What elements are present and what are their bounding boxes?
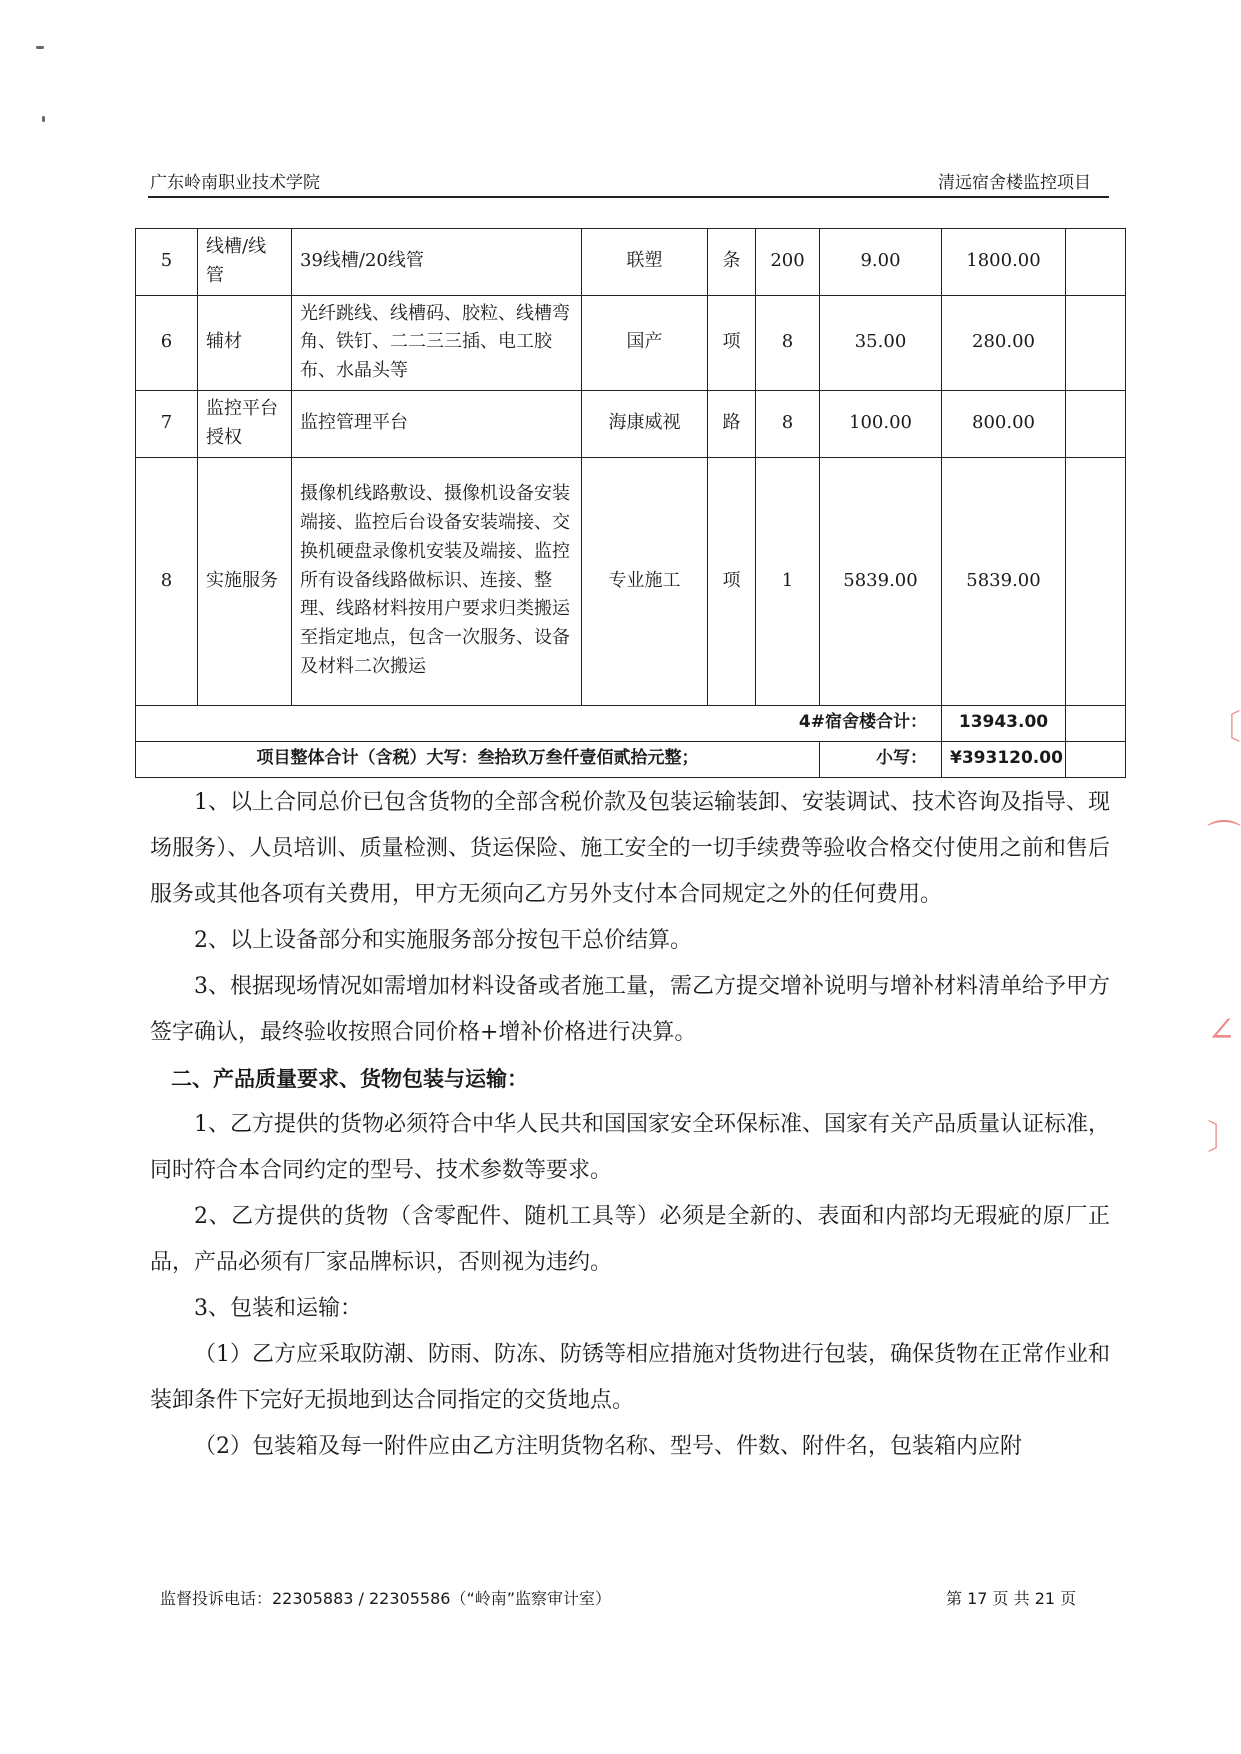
seal-fragment: 〔 xyxy=(1207,708,1241,748)
row-price: 9.00 xyxy=(820,229,942,296)
row-brand: 联塑 xyxy=(582,229,708,296)
row-unit: 路 xyxy=(708,390,756,457)
row-remark xyxy=(1066,390,1126,457)
row-price: 100.00 xyxy=(820,390,942,457)
clause-2-1: 1、乙方提供的货物必须符合中华人民共和国国家安全环保标准、国家有关产品质量认证标准，同时符合本合同约定的型号、技术参数等要求。 xyxy=(150,1112,1111,1183)
row-name: 线槽/线管 xyxy=(198,229,292,296)
row-no: 5 xyxy=(136,229,198,296)
subtotal-remark xyxy=(1066,705,1126,741)
footer-complaint-phone: 监督投诉电话：22305883 / 22305586（“岭南”监察审计室） xyxy=(160,1589,612,1608)
grand-total-label: 项目整体合计（含税）大写：叁拾玖万叁仟壹佰贰拾元整； xyxy=(136,741,820,777)
row-unit: 条 xyxy=(708,229,756,296)
row-desc: 光纤跳线、线槽码、胶粒、线槽弯角、铁钉、二二三三插、电工胶布、水晶头等 xyxy=(292,295,582,390)
row-desc: 监控管理平台 xyxy=(292,390,582,457)
row-name: 实施服务 xyxy=(198,457,292,705)
row-total: 1800.00 xyxy=(942,229,1066,296)
contract-body xyxy=(150,780,1110,1470)
grand-total-row xyxy=(136,741,1126,777)
row-total: 5839.00 xyxy=(942,457,1066,705)
row-unit: 项 xyxy=(708,457,756,705)
row-total: 800.00 xyxy=(942,390,1066,457)
seal-fragment: 〕 xyxy=(1207,1118,1241,1158)
row-name: 监控平台授权 xyxy=(198,390,292,457)
small-total-value: ¥393120.00 xyxy=(942,741,1066,777)
clause-1-3: 3、根据现场情况如需增加材料设备或者施工量，需乙方提交增补说明与增补材料清单给予甲方签字确认，最终验收按照合同价格+增补价格进行决算。 xyxy=(150,974,1111,1045)
row-desc: 39线槽/20线管 xyxy=(292,229,582,296)
row-no: 8 xyxy=(136,457,198,705)
clause-2-3-1: （1）乙方应采取防潮、防雨、防冻、防锈等相应措施对货物进行包装，确保货物在正常作业和装卸条件下完好无损地到达合同指定的交货地点。 xyxy=(150,1342,1111,1413)
small-total-label: 小写： xyxy=(820,741,942,777)
row-no: 7 xyxy=(136,390,198,457)
table-row xyxy=(136,295,1126,390)
row-brand: 海康威视 xyxy=(582,390,708,457)
footer-page-number: 第 17 页 共 21 页 xyxy=(946,1589,1077,1608)
row-total: 280.00 xyxy=(942,295,1066,390)
row-qty: 8 xyxy=(756,390,820,457)
clause-2-3-2: （2）包装箱及每一附件应由乙方注明货物名称、型号、件数、附件名，包装箱内应附 xyxy=(194,1434,1022,1459)
subtotal-value: 13943.00 xyxy=(942,705,1066,741)
clause-2-2: 2、乙方提供的货物（含零配件、随机工具等）必须是全新的、表面和内部均无瑕疵的原厂正品，产品必须有厂家品牌标识，否则视为违约。 xyxy=(150,1204,1110,1275)
row-qty: 1 xyxy=(756,457,820,705)
clause-1-1: 1、以上合同总价已包含货物的全部含税价款及包装运输装卸、安装调试、技术咨询及指导、现场服务）、人员培训、质量检测、货运保险、施工安全的一切手续费等验收合格交付使用之前和售后服务或其他各项有关费用，甲方无须向乙方另外支付本合同规定之外的任何费用。 xyxy=(150,790,1111,907)
section-heading: 二、产品质量要求、货物包装与运输： xyxy=(171,1067,528,1091)
subtotal-row xyxy=(136,705,1126,741)
table-row xyxy=(136,390,1126,457)
header-school: 广东岭南职业技术学院 xyxy=(150,173,320,193)
scan-speck xyxy=(36,46,44,49)
row-price: 5839.00 xyxy=(820,457,942,705)
row-name: 辅材 xyxy=(198,295,292,390)
seal-fragment: ∠ xyxy=(1207,1010,1236,1050)
row-remark xyxy=(1066,229,1126,296)
seal-fragment: ⌒ xyxy=(1207,818,1241,858)
row-remark xyxy=(1066,457,1126,705)
clause-2-3: 3、包装和运输： xyxy=(194,1296,362,1321)
row-no: 6 xyxy=(136,295,198,390)
row-unit: 项 xyxy=(708,295,756,390)
row-brand: 国产 xyxy=(582,295,708,390)
row-qty: 8 xyxy=(756,295,820,390)
clause-1-2: 2、以上设备部分和实施服务部分按包干总价结算。 xyxy=(194,928,692,953)
table-row xyxy=(136,457,1126,705)
row-price: 35.00 xyxy=(820,295,942,390)
row-qty: 200 xyxy=(756,229,820,296)
row-brand: 专业施工 xyxy=(582,457,708,705)
quotation-table xyxy=(135,228,1126,778)
header-project: 清远宿舍楼监控项目 xyxy=(938,173,1091,193)
scan-speck xyxy=(42,116,45,122)
subtotal-label: 4#宿舍楼合计： xyxy=(136,705,942,741)
row-desc: 摄像机线路敷设、摄像机设备安装端接、监控后台设备安装端接、交换机硬盘录像机安装及端接、监控所有设备线路做标识、连接、整理、线路材料按用户要求归类搬运至指定地点，包含一次服务、设备及材料二次搬运 xyxy=(292,457,582,705)
grand-total-remark xyxy=(1066,741,1126,777)
table-row xyxy=(136,229,1126,296)
row-remark xyxy=(1066,295,1126,390)
header-rule xyxy=(148,196,1109,198)
